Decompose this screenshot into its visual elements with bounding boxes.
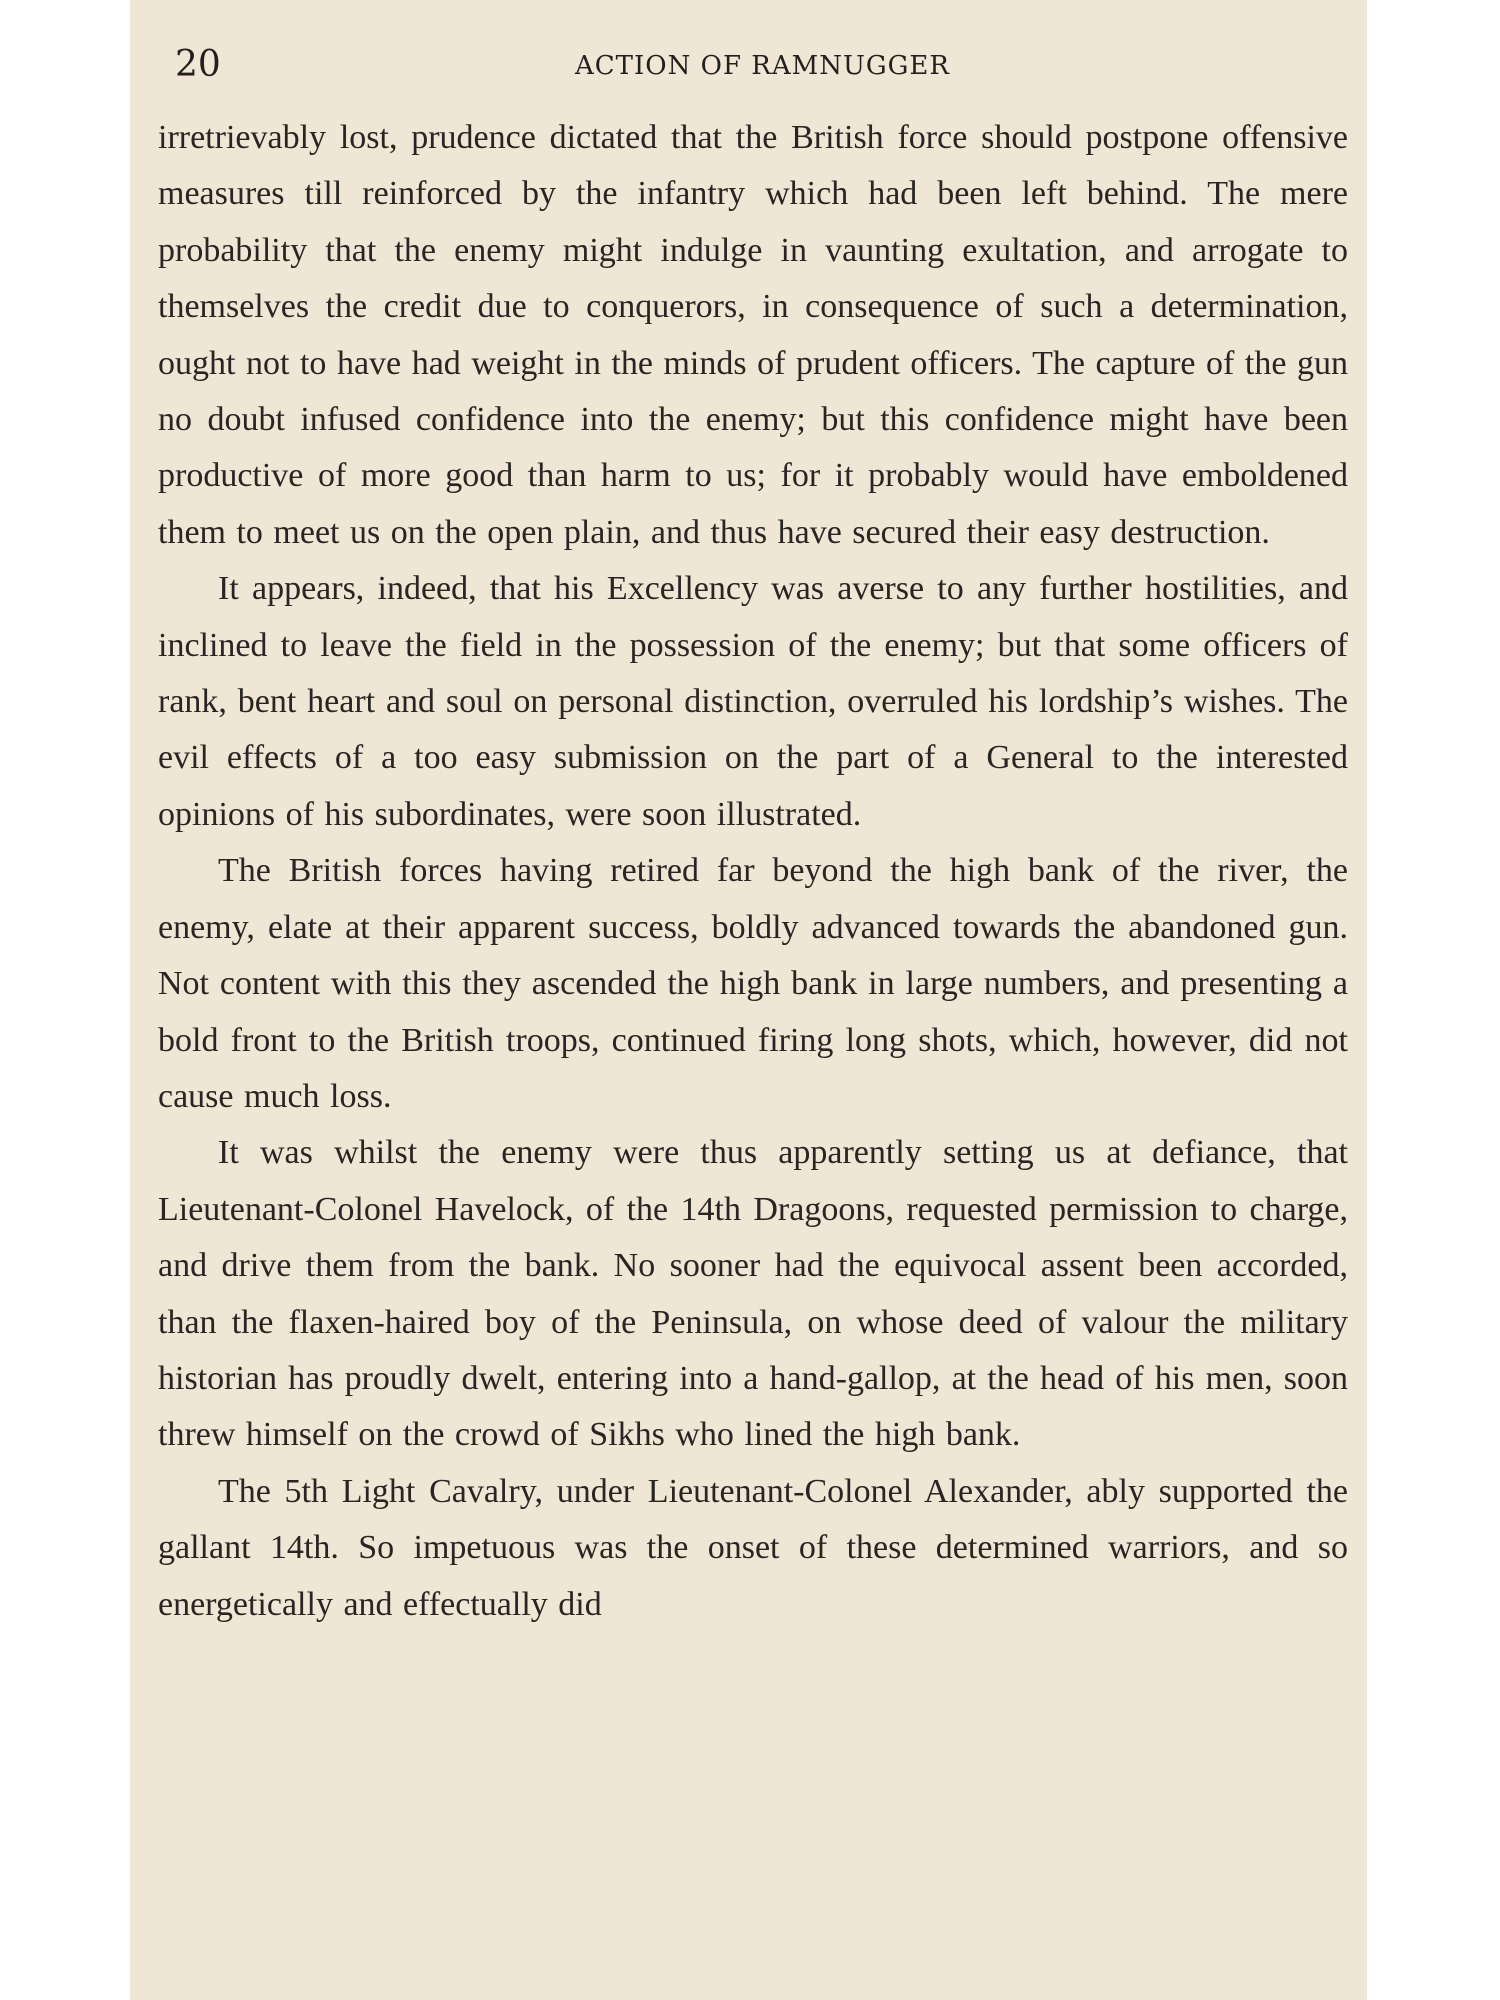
paragraph-british-forces: The British forces having retired far beyond the high bank of the river, the enemy, elate at their apparent success, boldly advanced towards the abandoned gun. Not content with this they ascended the high bank in large numbers, and presenting a bold front to the British troops, continued firing long shots, which, however, did not cause much loss. — [158, 852, 1348, 1115]
running-head: ACTION OF RAMNUGGER — [575, 51, 950, 81]
paragraph-excellency: It appears, indeed, that his Excellency was averse to any further hostilities, and inclined to leave the field in the possession of the enemy; but that some officers of rank, bent heart and soul on personal distinction, overruled his lordship’s wishes. The evil effects of a too easy submission on the part of a General to the interested opinions of his subordinates, were soon illustrated. — [158, 570, 1348, 833]
page-number: 20 — [175, 44, 221, 85]
paragraph-havelock-charge: It was whilst the enemy were thus apparently setting us at defiance, that Lieutenant-Colonel Havelock, of the 14th Dragoons, requested permission to charge, and drive them from the bank. No sooner had the equivocal assent been accorded, than the flaxen-haired boy of the Peninsula, on whose deed of valour the military historian has proudly dwelt, entering into a hand-gallop, at the head of his men, soon threw himself on the crowd of Sikhs who lined the high bank. — [158, 1134, 1348, 1454]
page-header — [175, 40, 1350, 90]
body-text — [158, 110, 1348, 1633]
paragraph-light-cavalry: The 5th Light Cavalry, under Lieutenant-Colonel Alexander, ably supported the gallant 14th. So impetuous was the onset of these determined warriors, and so energetically and effectually did — [158, 1472, 1348, 1623]
paragraph-continued: irretrievably lost, prudence dictated that the British force should postpone offensive measures till reinforced by the infantry which had been left behind. The mere probability that the enemy might indulge in vaunting exultation, and arrogate to themselves the credit due to conquerors, in consequence of such a determination, ought not to have had weight in the minds of prudent officers. The capture of the gun no doubt infused confidence into the enemy; but this confidence might have been productive of more good than harm to us; for it probably would have emboldened them to meet us on the open plain, and thus have secured their easy destruction. — [158, 119, 1348, 551]
book-page — [130, 0, 1367, 2000]
